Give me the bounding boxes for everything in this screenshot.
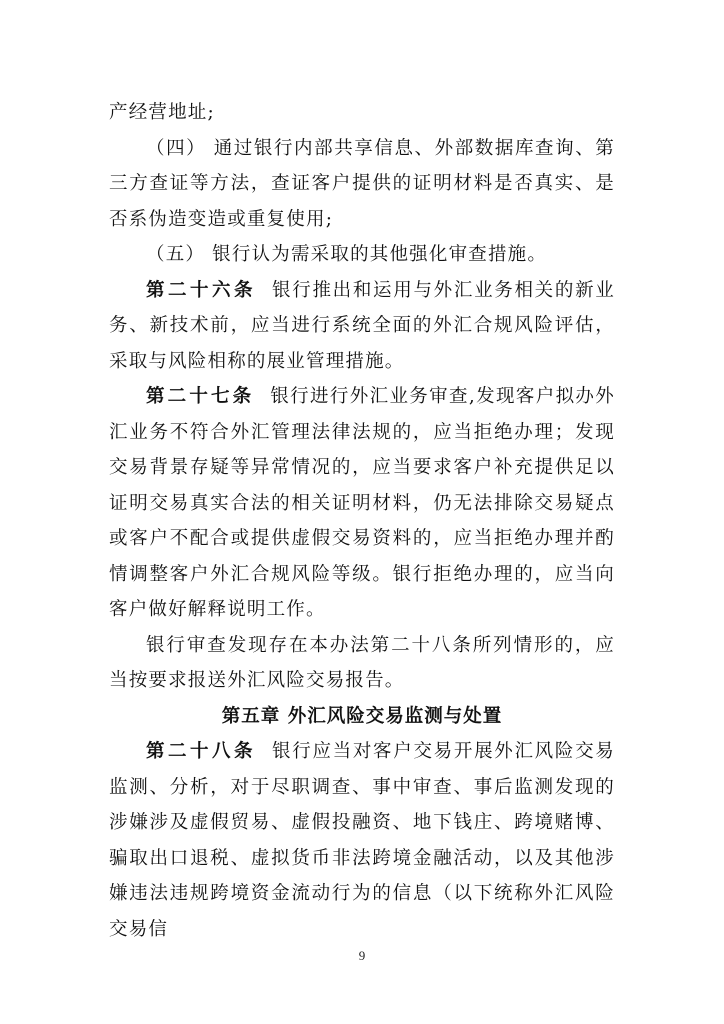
article-text: 银行进行外汇业务审查,发现客户拟办外汇业务不符合外汇管理法律法规的，应当拒绝办理；发现交易背景存疑等异常情况的，应当要求客户补充提供足以证明交易真实合法的相关证明材料，仍无法排除交易疑点或客户不配合或提供虚假交易资料的，应当拒绝办理并酌情调整客户外汇合规风险等级。银行拒绝办理的，应当向客户做好解释说明工作。 xyxy=(109,386,615,620)
chapter-heading: 第五章 外汇风险交易监测与处置 xyxy=(221,705,503,727)
paragraph-item-4: （四） 通过银行内部共享信息、外部数据库查询、第三方查证等方法，查证客户提供的证明材料是否真实、是否系伪造变造或重复使用; xyxy=(109,137,615,230)
article-27 xyxy=(109,379,615,628)
paragraph-continuation: 产经营地址; xyxy=(109,102,215,123)
page-number: 9 xyxy=(358,948,366,963)
article-label: 第二十八条 xyxy=(146,741,257,762)
paragraph-item-5: （五） 银行认为需采取的其他强化审查措施。 xyxy=(146,244,548,265)
article-28 xyxy=(109,734,615,947)
page-body xyxy=(109,95,615,947)
paragraph-report-requirement: 银行审查发现存在本办法第二十八条所列情形的，应当按要求报送外汇风险交易报告。 xyxy=(109,634,615,691)
article-label: 第二十六条 xyxy=(146,279,257,301)
article-label: 第二十七条 xyxy=(146,386,255,407)
article-text: 银行推出和运用与外汇业务相关的新业务、新技术前，应当进行系统全面的外汇合规风险评估，采取与风险相称的展业管理措施。 xyxy=(109,279,615,372)
article-text: 银行应当对客户交易开展外汇风险交易监测、分析，对于尽职调查、事中审查、事后监测发现的涉嫌涉及虚假贸易、虚假投融资、地下钱庄、跨境赌博、骗取出口退税、虚拟货币非法跨境金融活动，以及其他涉嫌违法违规跨境资金流动行为的信息（以下统称外汇风险交易信 xyxy=(109,741,615,940)
article-26 xyxy=(109,273,615,380)
